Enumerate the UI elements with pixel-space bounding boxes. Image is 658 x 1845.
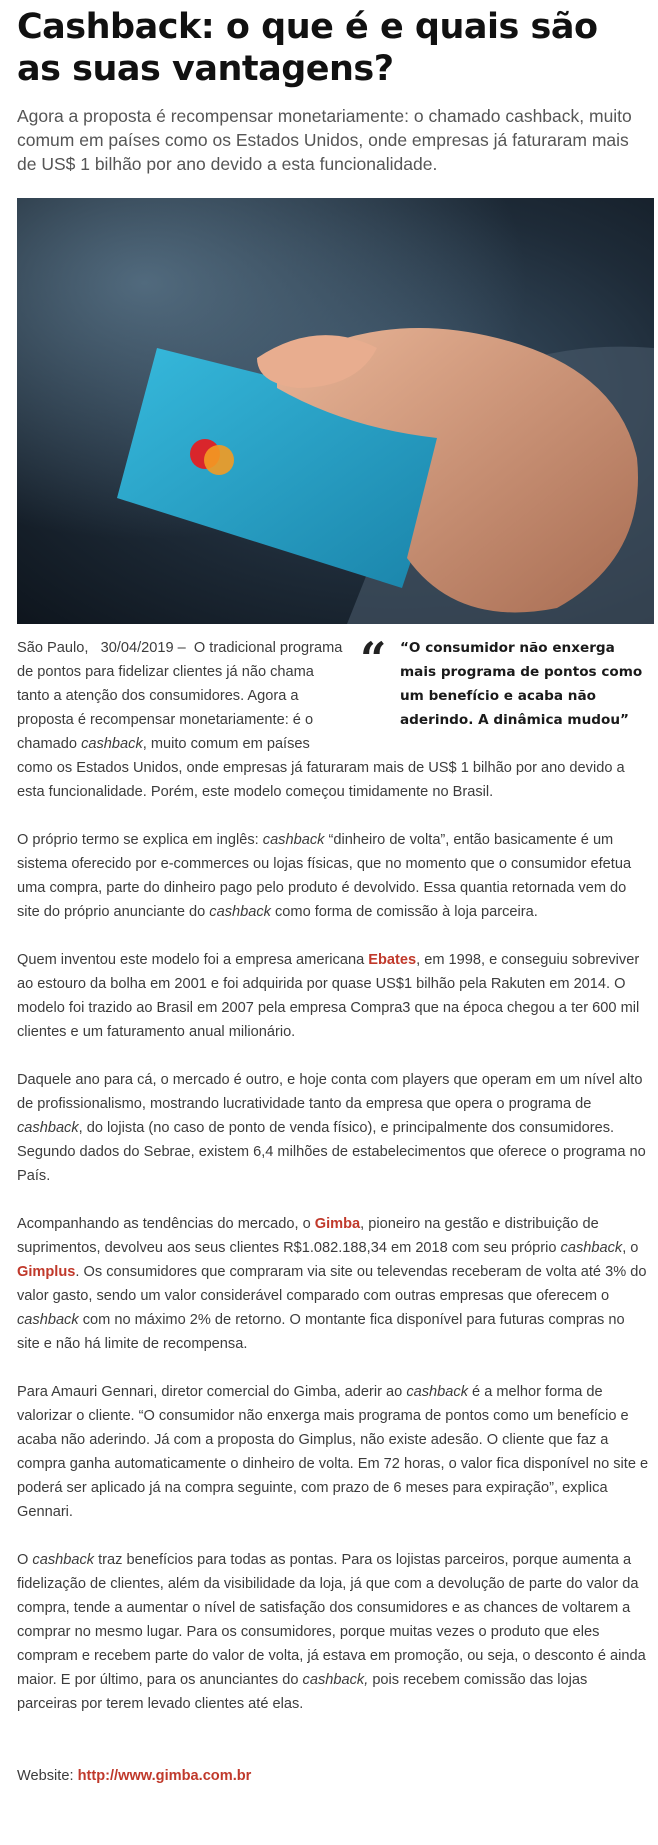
credit-card-photo-icon	[17, 198, 654, 624]
text: , do lojista (no caso de ponto de venda físico), e principalmente dos consumidores. Segundo dados do Sebrae, existem 6,4 milhões de estabelecimentos que oferece o programa no País.	[17, 1120, 646, 1184]
em-text: cashback	[262, 832, 325, 848]
gimba-link[interactable]: Gimba	[314, 1216, 361, 1232]
text: O tradicional programa de pontos para fidelizar clientes já não chama tanto a atenção dos consumidores. Agora a proposta é recompensar monetariamente: é o chamado	[17, 640, 343, 752]
text: , muito comum em países como os Estados Unidos, onde empresas já faturaram mais de US$ 1 bilhão por ano devido a esta funcionalidade. Porém, este modelo começou timidamente no Brasil.	[17, 736, 625, 800]
paragraph-4	[17, 1068, 650, 1188]
quote-icon: “	[360, 632, 387, 686]
text: Quem inventou este modelo foi a empresa americana	[17, 952, 369, 968]
em-text: cashback	[32, 1552, 95, 1568]
text: O	[17, 1552, 33, 1568]
dateline-date: 30/04/2019 –	[100, 640, 186, 656]
dateline-city: São Paulo,	[17, 640, 89, 656]
paragraph-5	[17, 1212, 650, 1356]
paragraph-2	[17, 828, 650, 924]
text: Daquele ano para cá, o mercado é outro, e hoje conta com players que operam em um nível alto de profissionalismo, mostrando lucratividade tanto da empresa que opera o programa de	[17, 1072, 643, 1112]
text: como forma de comissão à loja parceira.	[270, 904, 538, 920]
text: O próprio termo se explica em inglês:	[17, 832, 263, 848]
website-label: Website:	[17, 1768, 78, 1784]
em-text: cashback	[406, 1384, 468, 1400]
website-line	[17, 1764, 650, 1788]
article-subtitle: Agora a proposta é recompensar monetariamente: o chamado cashback, muito comum em países como os Estados Unidos, onde empresas já faturaram mais de US$ 1 bilhão por ano devido a esta funcionalidade.	[17, 106, 632, 174]
em-text: cashback	[17, 1120, 79, 1136]
em-text: cashback	[209, 904, 271, 920]
gimplus-link[interactable]: Gimplus	[17, 1264, 76, 1280]
text: com no máximo 2% de retorno. O montante fica disponível para futuras compras no site e não há limite de recompensa.	[17, 1312, 625, 1352]
pull-quote	[360, 632, 650, 732]
hero-image	[17, 198, 654, 624]
article-title: Cashback: o que é e quais são as suas vantagens?	[17, 7, 598, 89]
text: , em 1998, e conseguiu sobreviver ao estouro da bolha em 2001 e foi adquirida por quase US$1 bilhão pela Rakuten em 2014. O modelo foi trazido ao Brasil em 2007 pela empresa Compra3 que na época chegou a ter 600 mil clientes e um faturamento anual milionário.	[17, 952, 640, 1040]
text: é a melhor forma de valorizar o cliente. “O consumidor não enxerga mais programa de pontos como um benefício e acaba não aderindo. Já com a proposta do Gimplus, não existe adesão. O cliente que faz a compra ganha automaticamente o dinheiro de volta. Em 72 horas, o valor fica disponível no site e poderá ser aplicado já na compra seguinte, com prazo de 6 meses para expiração”, explica Gennari.	[17, 1384, 649, 1520]
article-body	[17, 632, 650, 1812]
paragraph-6	[17, 1380, 650, 1524]
text: , o	[622, 1240, 639, 1256]
text: Acompanhando as tendências do mercado, o	[17, 1216, 315, 1232]
paragraph-3	[17, 948, 650, 1044]
text: “dinheiro de volta”, então basicamente é um sistema oferecido por e-commerces ou lojas físicas, que no momento que o consumidor efetua uma compra, parte do dinheiro pago pelo produto é devolvido. Essa quantia retornada vem do site do próprio anunciante do	[17, 832, 632, 920]
text: Para Amauri Gennari, diretor comercial do Gimba, aderir ao	[17, 1384, 407, 1400]
paragraph-7	[17, 1548, 650, 1716]
em-text: cashback	[560, 1240, 623, 1256]
text: pois recebem comissão das lojas parceiras por terem levado clientes até elas.	[17, 1672, 588, 1712]
em-text: cashback	[17, 1312, 79, 1328]
website-link[interactable]: http://www.gimba.com.br	[77, 1768, 252, 1784]
em-text: cashback,	[302, 1672, 369, 1688]
text: , pioneiro na gestão e distribuição de suprimentos, devolveu aos seus clientes R$1.082.188,34 em 2018 com seu próprio	[17, 1216, 599, 1256]
text: . Os consumidores que compraram via site ou televendas receberam de volta até 3% do valor gasto, sendo um valor considerável comparado com outras empresas que oferecem o	[17, 1264, 647, 1304]
em-text: cashback	[81, 736, 143, 752]
ebates-link[interactable]: Ebates	[368, 952, 417, 968]
text: traz benefícios para todas as pontas. Para os lojistas parceiros, porque aumenta a fidelização de clientes, além da visibilidade da loja, já que com a devolução de parte do valor da compra, tende a aumentar o nível de satisfação dos consumidores e as chances de voltarem a comprar no mesmo lugar. Para os consumidores, porque muitas vezes o produto que eles compram e recebem parte do valor de volta, já estava em promoção, ou seja, o desconto é ainda maior. E por último, para os anunciantes do	[17, 1552, 646, 1688]
pull-quote-text: “O consumidor não enxerga mais programa de pontos como um benefício e acaba não aderindo. A dinâmica mudou”	[400, 640, 643, 728]
